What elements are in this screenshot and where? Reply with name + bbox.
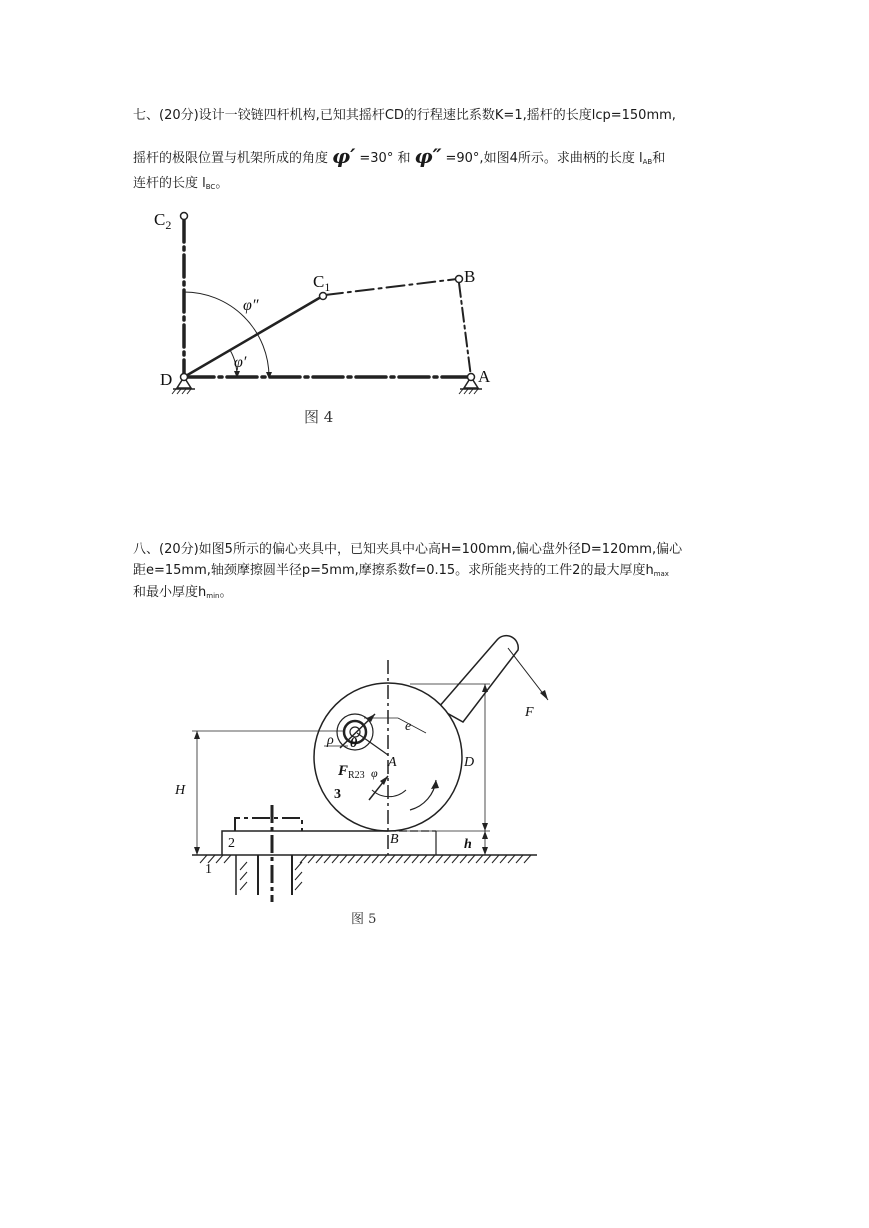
label-2: 2 — [228, 836, 235, 851]
label-phi-double-prime: φ″ — [243, 297, 259, 314]
label-phi: φ — [371, 766, 378, 780]
q7-line-2-end: 和 — [652, 151, 666, 166]
arrowhead-h-top — [194, 731, 200, 739]
q8-line-3-end: 。 — [219, 585, 233, 600]
figure-4-caption: 图 4 — [304, 408, 334, 426]
label-a: A — [388, 755, 397, 770]
phi-prime-value: =30° 和 — [359, 151, 411, 166]
label-h-upper: H — [175, 783, 186, 798]
label-d: D — [464, 755, 475, 770]
label-c1: $C_1$ — [313, 272, 331, 294]
q8-line-2-text: 距e=15mm,轴颈摩擦圆半径p=5mm,摩擦系数f=0.15。求所能夹持的工件2的最大厚度h — [133, 563, 654, 578]
q8-line-1-text: 八、(20分)如图5所示的偏心夹具中，已知夹具中心高H=100mm,偏心盘外径D=120mm,偏心 — [133, 542, 683, 557]
q7-line-3-text: 连杆的长度 l — [133, 176, 206, 191]
arrowhead-small-h-top — [482, 831, 488, 839]
clamp-handle — [438, 636, 518, 722]
stud-clamp — [235, 818, 302, 831]
figure-5-caption: 图 5 — [351, 912, 377, 927]
workpiece-2 — [222, 831, 388, 855]
label-b: B — [464, 267, 476, 286]
label-fr23: $F_{R23}$ — [338, 763, 365, 781]
label-d: D — [160, 370, 173, 389]
phi-double-prime-symbol: φ″ — [414, 144, 442, 168]
label-1: 1 — [205, 862, 212, 877]
phi-double-prime-value: =90°,如图4所示。求曲柄的长度 l — [445, 151, 643, 166]
label-f: F — [525, 705, 534, 720]
q8-line-3-text: 和最小厚度h — [133, 585, 207, 600]
arrowhead-small-h-bottom — [482, 847, 488, 855]
q7-line-3-end: 。 — [215, 176, 229, 191]
q7-line-1-text: 七、(20分)设计一铰链四杆机构,已知其摇杆CD的行程速比系数K=1,摇杆的长度lcp=150mm, — [133, 108, 676, 123]
label-rho: ρ — [327, 733, 334, 748]
arrowhead-h-bottom — [194, 847, 200, 855]
label-theta: θ — [350, 736, 358, 751]
sub-max: max — [653, 570, 669, 578]
arrowhead-d-bottom — [482, 823, 488, 831]
ground-hatching — [200, 855, 531, 890]
label-3: 3 — [334, 787, 341, 802]
label-b: B — [390, 832, 399, 847]
q7-line-2-text: 摇杆的极限位置与机架所成的角度 — [133, 151, 329, 166]
sub-bc: BC — [205, 183, 216, 191]
label-phi-prime: φ′ — [234, 354, 247, 371]
label-c2: $C_2$ — [154, 210, 172, 232]
label-e: e — [405, 719, 412, 734]
sub-min: min — [206, 592, 220, 600]
label-a: A — [478, 367, 491, 386]
label-h-lower: h — [464, 837, 472, 852]
sub-ab: AB — [642, 158, 653, 166]
phi-prime-symbol: φ′ — [332, 144, 356, 168]
